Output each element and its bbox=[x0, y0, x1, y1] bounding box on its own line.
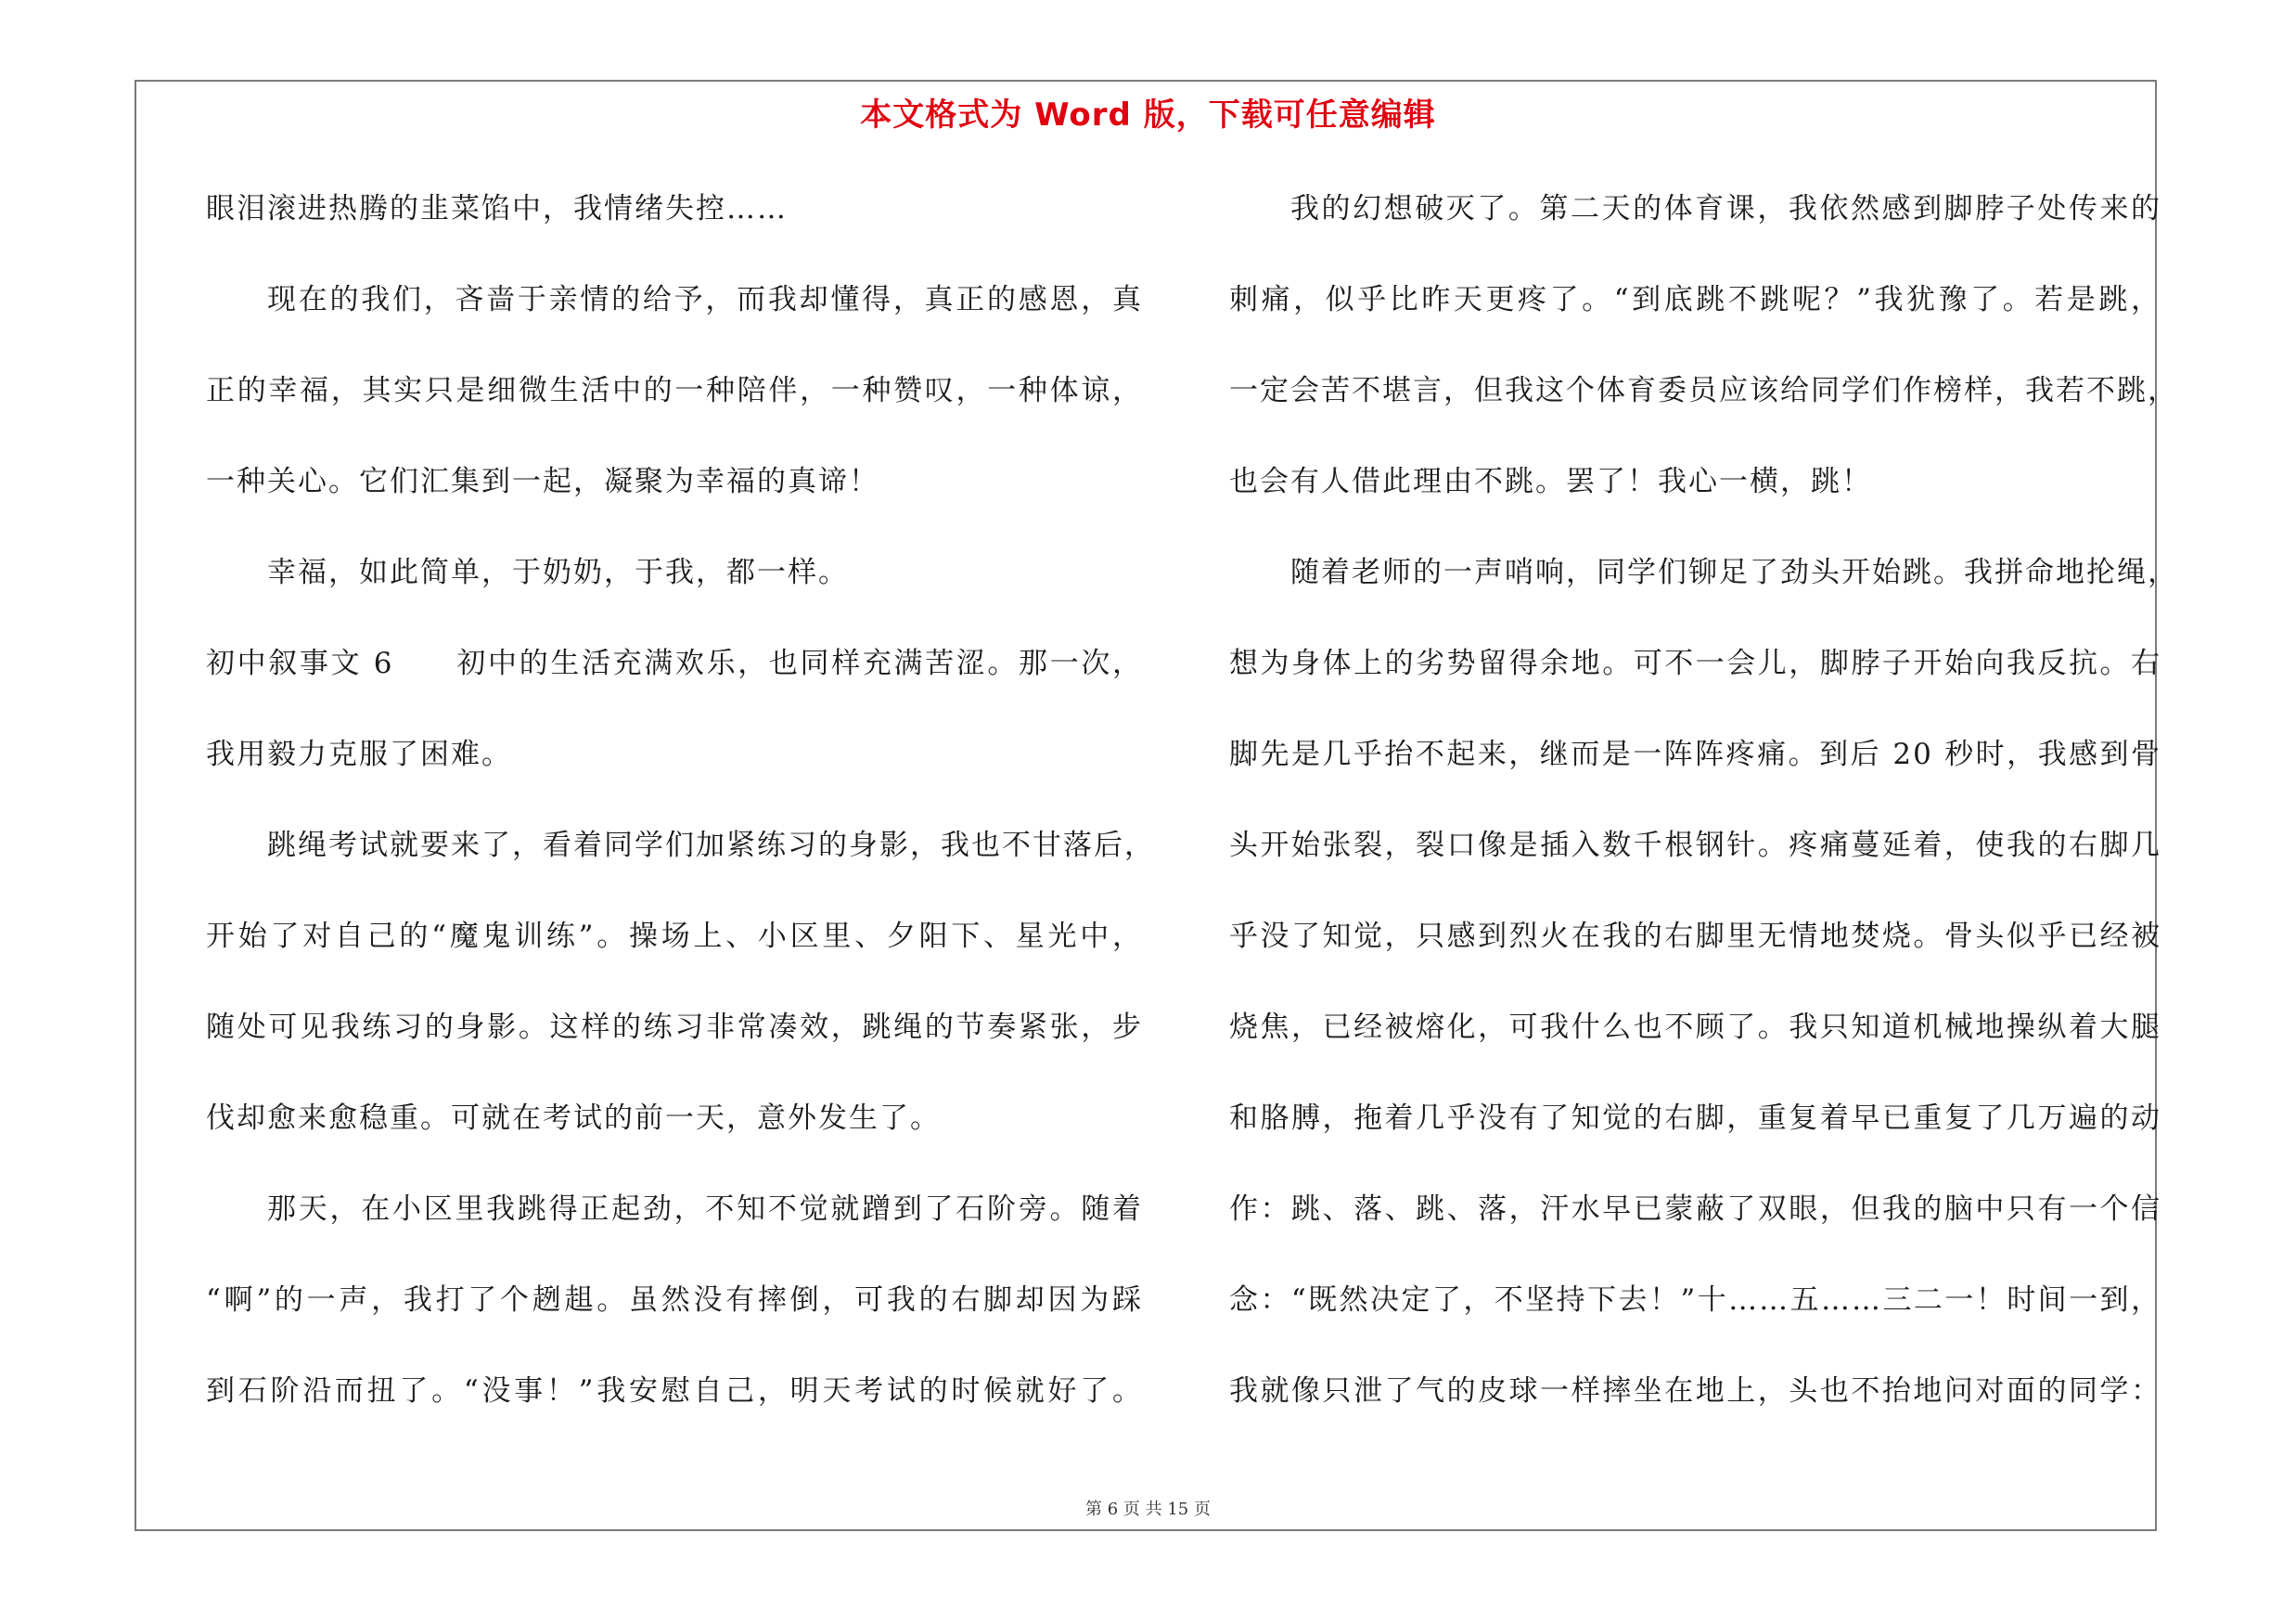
text-line bbox=[1229, 277, 2161, 367]
text-line-content: 刺痛，似乎比昨天更疼了。“到底跳不跳呢？”我犹豫了。若是跳， bbox=[1229, 283, 2161, 316]
text-line bbox=[206, 640, 1143, 731]
text-line bbox=[1229, 1186, 2161, 1277]
text-line bbox=[206, 549, 1143, 640]
text-line bbox=[1229, 549, 2178, 640]
text-line-content: 乎没了知觉，只感到烈火在我的右脚里无情地焚烧。骨头似乎已经被 bbox=[1229, 920, 2161, 953]
text-line-content: 一定会苦不堪言，但我这个体育委员应该给同学们作榜样，我若不跳， bbox=[1229, 374, 2178, 407]
text-line bbox=[1229, 186, 2161, 277]
text-line bbox=[1229, 1277, 2161, 1368]
text-line bbox=[1229, 1004, 2161, 1095]
left-text-column bbox=[206, 186, 1155, 1459]
text-line-content: 我用毅力克服了困难。 bbox=[206, 738, 512, 771]
text-line bbox=[1229, 822, 2161, 913]
page-number-footer: 第 6 页 共 15 页 bbox=[1085, 1500, 1211, 1519]
text-line-content: 那天，在小区里我跳得正起劲，不知不觉就蹭到了石阶旁。随着 bbox=[267, 1192, 1143, 1226]
text-line-content: 眼泪滚进热腾的韭菜馅中，我情绪失控…… bbox=[206, 192, 788, 225]
text-line-content: 伐却愈来愈稳重。可就在考试的前一天，意外发生了。 bbox=[206, 1101, 941, 1135]
right-text-column bbox=[1229, 186, 2178, 1459]
text-line bbox=[1229, 458, 2161, 549]
text-line bbox=[206, 367, 1143, 458]
text-line bbox=[206, 458, 1143, 549]
text-line-content: 开始了对自己的“魔鬼训练”。操场上、小区里、夕阳下、星光中， bbox=[206, 920, 1143, 953]
text-line bbox=[206, 1277, 1143, 1368]
text-line bbox=[1229, 367, 2178, 458]
text-line bbox=[206, 186, 1143, 277]
text-line-content: 到石阶沿而扭了。“没事！”我安慰自己，明天考试的时候就好了。 bbox=[206, 1374, 1143, 1408]
text-line bbox=[206, 822, 1155, 913]
text-line bbox=[206, 277, 1143, 367]
text-line bbox=[1229, 913, 2161, 1004]
text-line-content: 想为身体上的劣势留得余地。可不一会儿，脚脖子开始向我反抗。右 bbox=[1229, 647, 2161, 680]
text-line-content: 和胳膊，拖着几乎没有了知觉的右脚，重复着早已重复了几万遍的动 bbox=[1229, 1101, 2161, 1135]
text-line-content: 我的幻想破灭了。第二天的体育课，我依然感到脚脖子处传来的 bbox=[1290, 192, 2161, 225]
text-line bbox=[1229, 731, 2161, 822]
text-line bbox=[1229, 1368, 2161, 1459]
text-line-content: 脚先是几乎抬不起来，继而是一阵阵疼痛。到后 20 秒时，我感到骨 bbox=[1229, 738, 2161, 771]
text-line-content: 头开始张裂，裂口像是插入数千根钢针。疼痛蔓延着，使我的右脚几 bbox=[1229, 829, 2161, 862]
text-line-content: 初中叙事文 6 初中的生活充满欢乐，也同样充满苦涩。那一次， bbox=[206, 647, 1143, 680]
text-line bbox=[206, 913, 1143, 1004]
text-line-content: 现在的我们，吝啬于亲情的给予，而我却懂得，真正的感恩，真 bbox=[267, 283, 1143, 316]
text-line-content: 我就像只泄了气的皮球一样摔坐在地上，头也不抬地问对面的同学： bbox=[1229, 1374, 2161, 1408]
text-line bbox=[1229, 1095, 2161, 1186]
text-line-content: 一种关心。它们汇集到一起，凝聚为幸福的真谛！ bbox=[206, 465, 879, 498]
text-line bbox=[206, 1368, 1143, 1459]
text-line-content: 正的幸福，其实只是细微生活中的一种陪伴，一种赞叹，一种体谅， bbox=[206, 374, 1143, 407]
text-line bbox=[206, 731, 1143, 822]
text-line bbox=[206, 1095, 1143, 1186]
text-line-content: 跳绳考试就要来了，看着同学们加紧练习的身影，我也不甘落后， bbox=[267, 829, 1155, 862]
format-banner: 本文格式为 Word 版，下载可任意编辑 bbox=[860, 97, 1436, 134]
text-line-content: “啊”的一声，我打了个趔趄。虽然没有摔倒，可我的右脚却因为踩 bbox=[206, 1283, 1143, 1317]
text-line-content: 也会有人借此理由不跳。罢了！我心一横，跳！ bbox=[1229, 465, 1872, 498]
text-line-content: 作：跳、落、跳、落，汗水早已蒙蔽了双眼，但我的脑中只有一个信 bbox=[1229, 1192, 2161, 1226]
text-line bbox=[206, 1004, 1143, 1095]
text-line-content: 念：“既然决定了，不坚持下去！”十……五……三二一！时间一到， bbox=[1229, 1283, 2161, 1317]
text-line-content: 随处可见我练习的身影。这样的练习非常凑效，跳绳的节奏紧张，步 bbox=[206, 1011, 1143, 1044]
text-line-content: 随着老师的一声哨响，同学们铆足了劲头开始跳。我拼命地抡绳， bbox=[1290, 556, 2178, 589]
text-line bbox=[206, 1186, 1143, 1277]
text-line-content: 烧焦，已经被熔化，可我什么也不顾了。我只知道机械地操纵着大腿 bbox=[1229, 1011, 2161, 1044]
text-line-content: 幸福，如此简单，于奶奶，于我，都一样。 bbox=[267, 556, 849, 589]
text-line bbox=[1229, 640, 2161, 731]
